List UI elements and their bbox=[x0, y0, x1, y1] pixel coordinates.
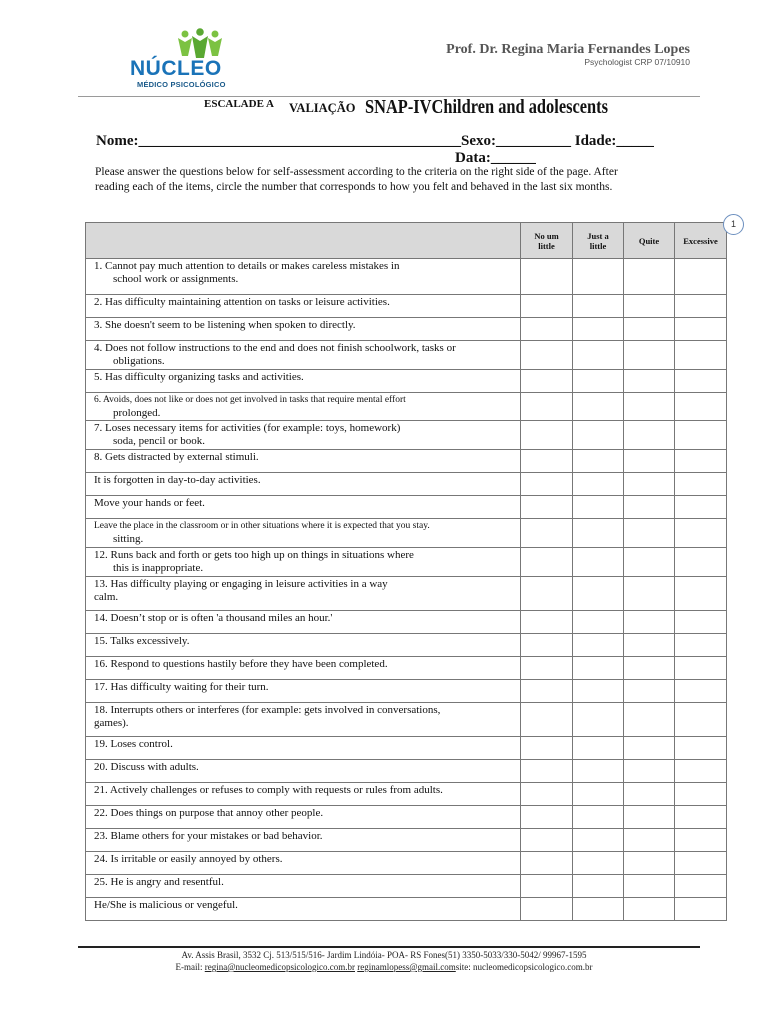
answer-cell[interactable] bbox=[521, 898, 573, 921]
answer-cell[interactable] bbox=[573, 421, 624, 450]
title-part-3: SNAP-IVChildren and adolescents bbox=[365, 96, 609, 118]
table-row bbox=[86, 370, 727, 393]
answer-cell[interactable] bbox=[521, 370, 573, 393]
table-row bbox=[86, 393, 727, 421]
table-row bbox=[86, 259, 727, 295]
answer-cell[interactable] bbox=[675, 657, 727, 680]
table-row bbox=[86, 421, 727, 450]
answer-cell[interactable] bbox=[675, 577, 727, 611]
answer-cell[interactable] bbox=[675, 421, 727, 450]
question-cell bbox=[86, 875, 521, 898]
question-text: 19. Loses control. bbox=[94, 738, 173, 750]
table-row bbox=[86, 577, 727, 611]
answer-cell[interactable] bbox=[624, 852, 675, 875]
question-text: 21. Actively challenges or refuses to comply with requests or rules from adults. bbox=[94, 784, 443, 796]
table-row bbox=[86, 341, 727, 370]
table-row bbox=[86, 806, 727, 829]
table-row bbox=[86, 611, 727, 634]
answer-cell[interactable] bbox=[675, 473, 727, 496]
site-label: site: bbox=[455, 962, 474, 972]
answer-cell[interactable] bbox=[675, 829, 727, 852]
table-row bbox=[86, 450, 727, 473]
answer-cell[interactable] bbox=[624, 393, 675, 421]
question-cell bbox=[86, 393, 521, 421]
answer-cell[interactable] bbox=[675, 519, 727, 548]
answer-cell[interactable] bbox=[573, 829, 624, 852]
question-text: 1. Cannot pay much attention to details or makes careless mistakes in bbox=[94, 260, 400, 272]
answer-cell[interactable] bbox=[624, 680, 675, 703]
answer-cell[interactable] bbox=[624, 318, 675, 341]
question-cell bbox=[86, 496, 521, 519]
question-cell bbox=[86, 783, 521, 806]
question-text-continued: calm. bbox=[94, 591, 119, 603]
answer-cell[interactable] bbox=[573, 318, 624, 341]
answer-cell[interactable] bbox=[624, 611, 675, 634]
table-row bbox=[86, 783, 727, 806]
answer-cell[interactable] bbox=[573, 737, 624, 760]
question-text-continued: games). bbox=[94, 717, 129, 729]
answer-cell[interactable] bbox=[573, 450, 624, 473]
question-text-continued: school work or assignments. bbox=[113, 273, 239, 285]
question-text: 4. Does not follow instructions to the end and does not finish schoolwork, tasks or bbox=[94, 342, 456, 354]
answer-cell[interactable] bbox=[624, 259, 675, 295]
nucleo-logo bbox=[120, 28, 230, 90]
answer-cell[interactable] bbox=[573, 341, 624, 370]
answer-cell[interactable] bbox=[624, 341, 675, 370]
table-row bbox=[86, 496, 727, 519]
table-row bbox=[86, 829, 727, 852]
question-text-continued: this is inappropriate. bbox=[113, 562, 204, 574]
answer-cell[interactable] bbox=[521, 473, 573, 496]
column-header: Excessive bbox=[675, 223, 727, 259]
answer-cell[interactable] bbox=[521, 259, 573, 295]
table-row bbox=[86, 295, 727, 318]
answer-cell[interactable] bbox=[624, 295, 675, 318]
answer-cell[interactable] bbox=[675, 634, 727, 657]
answer-cell[interactable] bbox=[675, 703, 727, 737]
table-row bbox=[86, 680, 727, 703]
title-part-1: ESCALADE A bbox=[204, 98, 274, 110]
question-cell bbox=[86, 548, 521, 577]
question-cell bbox=[86, 318, 521, 341]
date-line[interactable]: Data:______ bbox=[455, 150, 536, 166]
answer-cell[interactable] bbox=[573, 473, 624, 496]
answer-cell[interactable] bbox=[521, 450, 573, 473]
site-link[interactable]: nucleomedicopsicologico.com.br bbox=[473, 962, 593, 972]
answer-cell[interactable] bbox=[675, 806, 727, 829]
answer-cell[interactable] bbox=[675, 783, 727, 806]
question-cell bbox=[86, 634, 521, 657]
people-figures-logo-icon bbox=[175, 28, 225, 60]
question-text: 8. Gets distracted by external stimuli. bbox=[94, 451, 259, 463]
question-text: 6. Avoids, does not like or does not get involved in tasks that require mental effort bbox=[94, 395, 406, 405]
answer-cell[interactable] bbox=[624, 548, 675, 577]
answer-cell[interactable] bbox=[521, 875, 573, 898]
answer-cell[interactable] bbox=[573, 657, 624, 680]
table-header-row bbox=[86, 223, 727, 259]
question-text: It is forgotten in day-to-day activities. bbox=[94, 474, 261, 486]
answer-cell[interactable] bbox=[624, 898, 675, 921]
doctor-name: Prof. Dr. Regina Maria Fernandes Lopes bbox=[446, 42, 690, 57]
answer-cell[interactable] bbox=[624, 657, 675, 680]
answer-cell[interactable] bbox=[573, 577, 624, 611]
footer-contacts bbox=[0, 962, 768, 972]
question-cell bbox=[86, 295, 521, 318]
question-cell bbox=[86, 341, 521, 370]
question-text-continued: obligations. bbox=[113, 355, 165, 367]
column-header: Just a little bbox=[573, 223, 624, 259]
table-row bbox=[86, 898, 727, 921]
answer-cell[interactable] bbox=[521, 341, 573, 370]
answer-cell[interactable] bbox=[675, 496, 727, 519]
question-text: 25. He is angry and resentful. bbox=[94, 876, 224, 888]
questionnaire-table bbox=[85, 222, 727, 921]
answer-cell[interactable] bbox=[573, 875, 624, 898]
question-text: Leave the place in the classroom or in other situations where it is expected that you stay. bbox=[94, 521, 430, 531]
question-text: 5. Has difficulty organizing tasks and activities. bbox=[94, 371, 304, 383]
question-text: 15. Talks excessively. bbox=[94, 635, 190, 647]
question-text: 22. Does things on purpose that annoy other people. bbox=[94, 807, 324, 819]
question-text-continued: sitting. bbox=[113, 533, 144, 545]
answer-cell[interactable] bbox=[624, 519, 675, 548]
question-cell bbox=[86, 760, 521, 783]
title-part-2: VALIAÇÃO bbox=[289, 101, 356, 115]
answer-cell[interactable] bbox=[521, 318, 573, 341]
answer-cell[interactable] bbox=[521, 703, 573, 737]
answer-cell[interactable] bbox=[573, 783, 624, 806]
answer-cell[interactable] bbox=[675, 548, 727, 577]
question-text-continued: prolonged. bbox=[113, 407, 161, 419]
email-label: E-mail: bbox=[175, 962, 205, 972]
question-cell bbox=[86, 259, 521, 295]
answer-cell[interactable] bbox=[675, 898, 727, 921]
answer-cell[interactable] bbox=[573, 259, 624, 295]
answer-cell[interactable] bbox=[573, 370, 624, 393]
answer-cell[interactable] bbox=[573, 519, 624, 548]
question-text: 16. Respond to questions hastily before they have been completed. bbox=[94, 658, 388, 670]
question-text: 2. Has difficulty maintaining attention on tasks or leisure activities. bbox=[94, 296, 390, 308]
answer-cell[interactable] bbox=[624, 829, 675, 852]
answer-cell[interactable] bbox=[521, 496, 573, 519]
answer-cell[interactable] bbox=[573, 496, 624, 519]
header-blank bbox=[86, 223, 521, 259]
answer-cell[interactable] bbox=[624, 370, 675, 393]
answer-cell[interactable] bbox=[521, 737, 573, 760]
question-cell bbox=[86, 898, 521, 921]
answer-cell[interactable] bbox=[624, 875, 675, 898]
question-text: 24. Is irritable or easily annoyed by others. bbox=[94, 853, 283, 865]
answer-cell[interactable] bbox=[521, 519, 573, 548]
question-text: Move your hands or feet. bbox=[94, 497, 205, 509]
answer-cell[interactable] bbox=[675, 393, 727, 421]
answer-cell[interactable] bbox=[573, 703, 624, 737]
name-sex-age-line[interactable]: Nome:___________________________________________Sexo:__________ Idade:_____ bbox=[96, 133, 654, 149]
column-header: No um little bbox=[521, 223, 573, 259]
answer-cell[interactable] bbox=[675, 450, 727, 473]
question-text: 7. Loses necessary items for activities (for example: toys, homework) bbox=[94, 422, 401, 434]
question-text: 18. Interrupts others or interferes (for example: gets involved in conversations, bbox=[94, 704, 441, 716]
answer-cell[interactable] bbox=[521, 393, 573, 421]
table-row bbox=[86, 634, 727, 657]
footer-divider bbox=[78, 946, 700, 948]
answer-cell[interactable] bbox=[521, 783, 573, 806]
instructions: Please answer the questions below for self-assessment according to the criteria on the right side of the page. After reading each of the items, circle the number that corresponds to how you felt and behaved in the last six months. bbox=[95, 166, 618, 193]
answer-cell[interactable] bbox=[573, 548, 624, 577]
question-text: 13. Has difficulty playing or engaging in leisure activities in a way bbox=[94, 578, 388, 590]
answer-cell[interactable] bbox=[675, 852, 727, 875]
answer-cell[interactable] bbox=[675, 341, 727, 370]
answer-cell[interactable] bbox=[521, 295, 573, 318]
answer-cell[interactable] bbox=[573, 611, 624, 634]
answer-cell[interactable] bbox=[675, 760, 727, 783]
answer-cell[interactable] bbox=[521, 634, 573, 657]
question-text: 20. Discuss with adults. bbox=[94, 761, 199, 773]
answer-cell[interactable] bbox=[521, 421, 573, 450]
answer-cell[interactable] bbox=[624, 760, 675, 783]
answer-cell[interactable] bbox=[675, 318, 727, 341]
answer-cell[interactable] bbox=[573, 393, 624, 421]
table-row bbox=[86, 473, 727, 496]
question-cell bbox=[86, 829, 521, 852]
email-link-1[interactable]: regina@nucleomedicopsicologico.com.br bbox=[204, 962, 355, 972]
question-text: 23. Blame others for your mistakes or bad behavior. bbox=[94, 830, 323, 842]
question-text: 14. Doesn’t stop or is often 'a thousand miles an hour.' bbox=[94, 612, 333, 624]
answer-cell[interactable] bbox=[573, 760, 624, 783]
answer-cell[interactable] bbox=[624, 634, 675, 657]
table-row bbox=[86, 760, 727, 783]
answer-cell[interactable] bbox=[675, 611, 727, 634]
question-text: 17. Has difficulty waiting for their turn. bbox=[94, 681, 269, 693]
logo-subtitle: MÉDICO PSICOLÓGICO bbox=[137, 80, 226, 89]
answer-cell[interactable] bbox=[521, 829, 573, 852]
question-cell bbox=[86, 370, 521, 393]
answer-cell[interactable] bbox=[521, 760, 573, 783]
answer-cell[interactable] bbox=[675, 370, 727, 393]
question-text: 3. She doesn't seem to be listening when spoken to directly. bbox=[94, 319, 356, 331]
table-row bbox=[86, 318, 727, 341]
question-cell bbox=[86, 421, 521, 450]
question-cell bbox=[86, 737, 521, 760]
answer-cell[interactable] bbox=[521, 852, 573, 875]
answer-cell[interactable] bbox=[624, 421, 675, 450]
question-cell bbox=[86, 657, 521, 680]
question-text-continued: soda, pencil or book. bbox=[113, 435, 205, 447]
answer-cell[interactable] bbox=[675, 680, 727, 703]
question-cell bbox=[86, 473, 521, 496]
answer-cell[interactable] bbox=[521, 680, 573, 703]
page-comment-badge[interactable]: 1 bbox=[723, 214, 744, 235]
question-cell bbox=[86, 852, 521, 875]
answer-cell[interactable] bbox=[573, 898, 624, 921]
answer-cell[interactable] bbox=[573, 806, 624, 829]
answer-cell[interactable] bbox=[624, 806, 675, 829]
answer-cell[interactable] bbox=[521, 577, 573, 611]
table-row bbox=[86, 737, 727, 760]
question-cell bbox=[86, 450, 521, 473]
answer-cell[interactable] bbox=[675, 737, 727, 760]
answer-cell[interactable] bbox=[675, 295, 727, 318]
answer-cell[interactable] bbox=[573, 295, 624, 318]
answer-cell[interactable] bbox=[624, 703, 675, 737]
answer-cell[interactable] bbox=[624, 473, 675, 496]
answer-cell[interactable] bbox=[573, 852, 624, 875]
question-text: He/She is malicious or vengeful. bbox=[94, 899, 238, 911]
answer-cell[interactable] bbox=[624, 783, 675, 806]
answer-cell[interactable] bbox=[573, 634, 624, 657]
answer-cell[interactable] bbox=[521, 611, 573, 634]
table-row bbox=[86, 657, 727, 680]
question-cell bbox=[86, 519, 521, 548]
question-cell bbox=[86, 577, 521, 611]
table-row bbox=[86, 875, 727, 898]
question-cell bbox=[86, 680, 521, 703]
answer-cell[interactable] bbox=[624, 450, 675, 473]
table-row bbox=[86, 703, 727, 737]
question-cell bbox=[86, 611, 521, 634]
column-header: Quite bbox=[624, 223, 675, 259]
logo-wordmark: NÚCLEO bbox=[130, 57, 222, 80]
answer-cell[interactable] bbox=[521, 657, 573, 680]
footer-address: Av. Assis Brasil, 3532 Cj. 513/515/516- Jardim Lindóia- POA- RS Fones(51) 3350-5033/330-5042/ 99967-1595 bbox=[181, 950, 587, 960]
answer-cell[interactable] bbox=[521, 548, 573, 577]
email-link-2[interactable]: reginamlopess@gmail.com bbox=[357, 962, 456, 972]
question-text: 12. Runs back and forth or gets too high up on things in situations where bbox=[94, 549, 414, 561]
table-row bbox=[86, 852, 727, 875]
answer-cell[interactable] bbox=[624, 496, 675, 519]
answer-cell[interactable] bbox=[624, 577, 675, 611]
answer-cell[interactable] bbox=[675, 875, 727, 898]
answer-cell[interactable] bbox=[573, 680, 624, 703]
answer-cell[interactable] bbox=[624, 737, 675, 760]
answer-cell[interactable] bbox=[675, 259, 727, 295]
table-row bbox=[86, 519, 727, 548]
table-row bbox=[86, 548, 727, 577]
question-cell bbox=[86, 703, 521, 737]
credential: Psychologist CRP 07/10910 bbox=[584, 57, 690, 67]
question-cell bbox=[86, 806, 521, 829]
answer-cell[interactable] bbox=[521, 806, 573, 829]
